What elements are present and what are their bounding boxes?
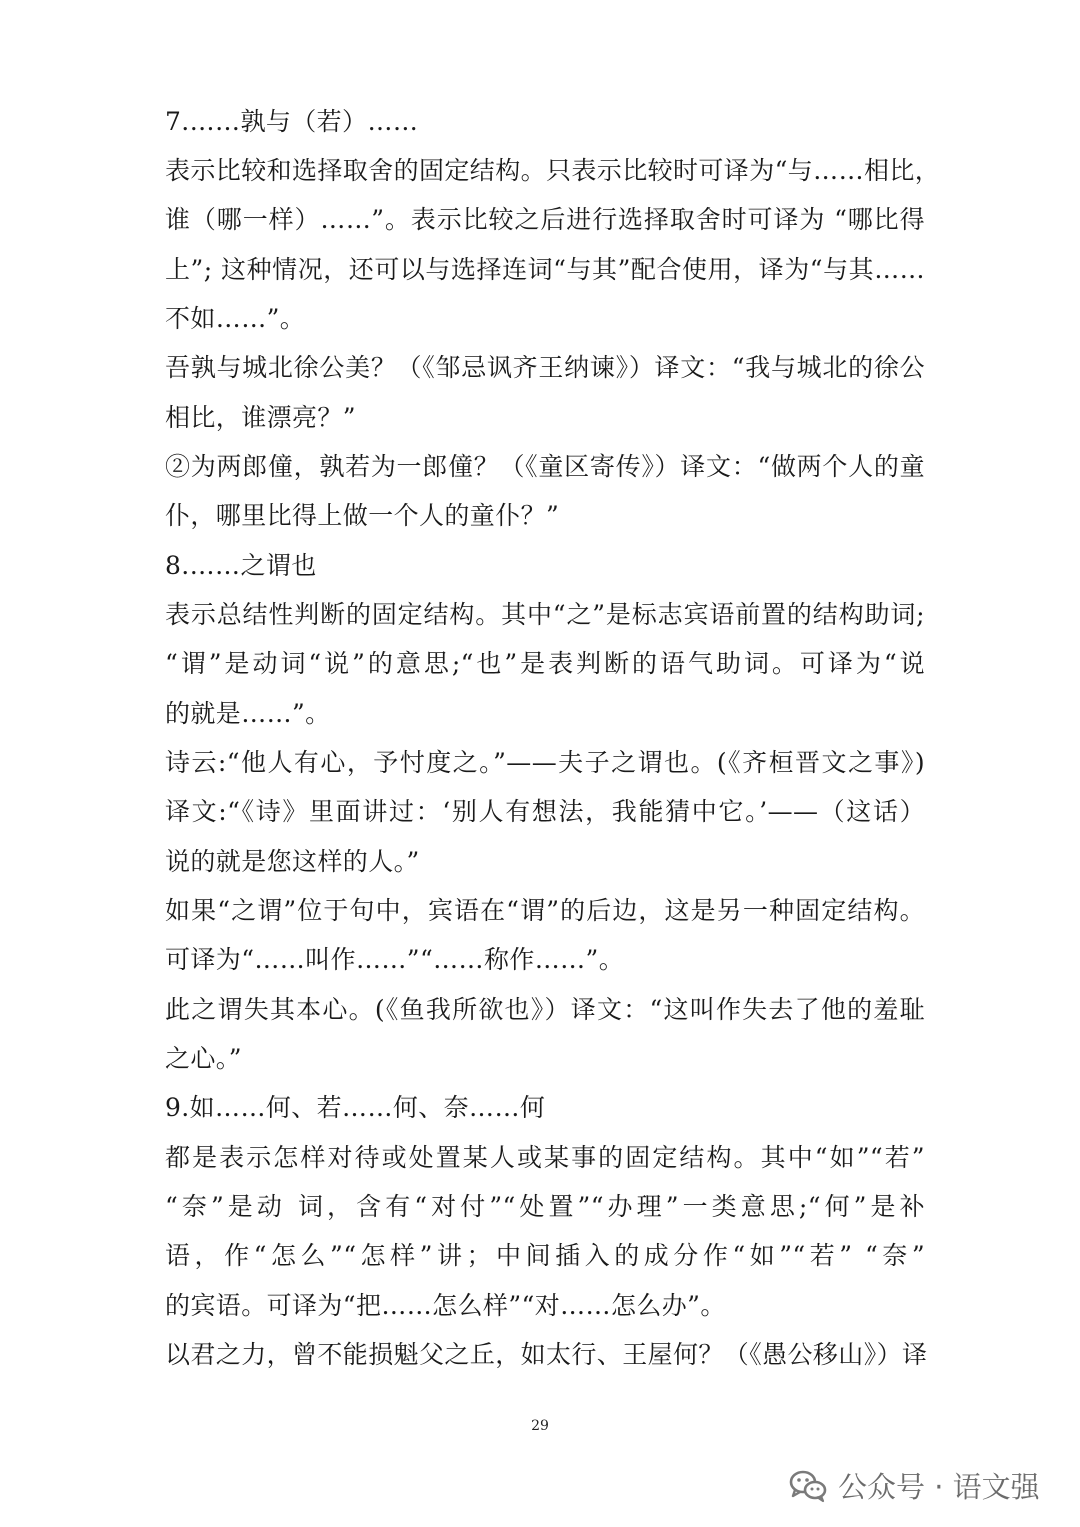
example-line: 以君之力，曾不能损魁父之丘，如太行、王屋何？（《愚公移山》）译 <box>165 1340 928 1369</box>
section-heading-9: 9.如……何、若……何、奈……何 <box>165 1093 546 1122</box>
text-line: 不如……”。 <box>165 304 306 333</box>
example-line: ②为两郎僮，孰若为一郎僮？（《童区寄传》）译文：“做两个人的童 <box>165 452 925 481</box>
text-line: 谁（哪一样）……”。表示比较之后进行选择取舍时可译为 “哪比得 <box>165 205 925 234</box>
section-heading-7: 7.……孰与（若）…… <box>165 107 419 136</box>
watermark-text: 公众号 · 语文强 <box>838 1469 1040 1504</box>
example-line: 仆，哪里比得上做一个人的童仆？” <box>165 501 560 530</box>
text-line: 的宾语。可译为“把……怎么样”“对……怎么办”。 <box>165 1291 726 1320</box>
watermark <box>788 1462 1040 1508</box>
text-line: 上”; 这种情况，还可以与选择连词“与其”配合使用，译为“与其…… <box>165 255 925 284</box>
example-line: 之心。” <box>165 1044 242 1073</box>
text-line: 都是表示怎样对待或处置某人或某事的固定结构。其中“如”“若” <box>165 1143 925 1172</box>
section-heading-8: 8.……之谓也 <box>165 551 317 580</box>
text-line: 如果“之谓”位于句中，宾语在“谓”的后边，这是另一种固定结构。 <box>165 896 925 925</box>
text-line: 表示比较和选择取舍的固定结构。只表示比较时可译为“与……相比， <box>165 156 941 185</box>
page-number: 29 <box>531 1418 549 1434</box>
example-line: 相比，谁漂亮？” <box>165 403 356 432</box>
example-line: 诗云:“他人有心，予忖度之。”——夫子之谓也。(《齐桓晋文之事》) <box>165 748 925 777</box>
text-line: 语，作“怎么”“怎样”讲；中间插入的成分作“如”“若” “奈” <box>165 1241 925 1270</box>
text-line: 表示总结性判断的固定结构。其中“之”是标志宾语前置的结构助词; <box>165 600 925 629</box>
example-line: 吾孰与城北徐公美？（《邹忌讽齐王纳谏》）译文：“我与城北的徐公 <box>165 353 925 382</box>
text-line: “谓”是动词“说”的意思;“也”是表判断的语气助词。可译为“说 <box>165 649 925 678</box>
example-line: 译文:“《诗》里面讲过：‘别人有想法，我能猜中它。’——（这话） <box>165 797 925 826</box>
text-line: 可译为“……叫作……”“……称作……”。 <box>165 945 625 974</box>
example-line: 此之谓失其本心。(《鱼我所欲也》）译文：“这叫作失去了他的羞耻 <box>165 995 925 1024</box>
text-line: “奈”是动 词，含有“对付”“处置”“办理”一类意思;“何”是补 <box>165 1192 925 1221</box>
example-line: 说的就是您这样的人。” <box>165 847 420 876</box>
wechat-icon <box>788 1465 828 1505</box>
text-line: 的就是……”。 <box>165 699 331 728</box>
